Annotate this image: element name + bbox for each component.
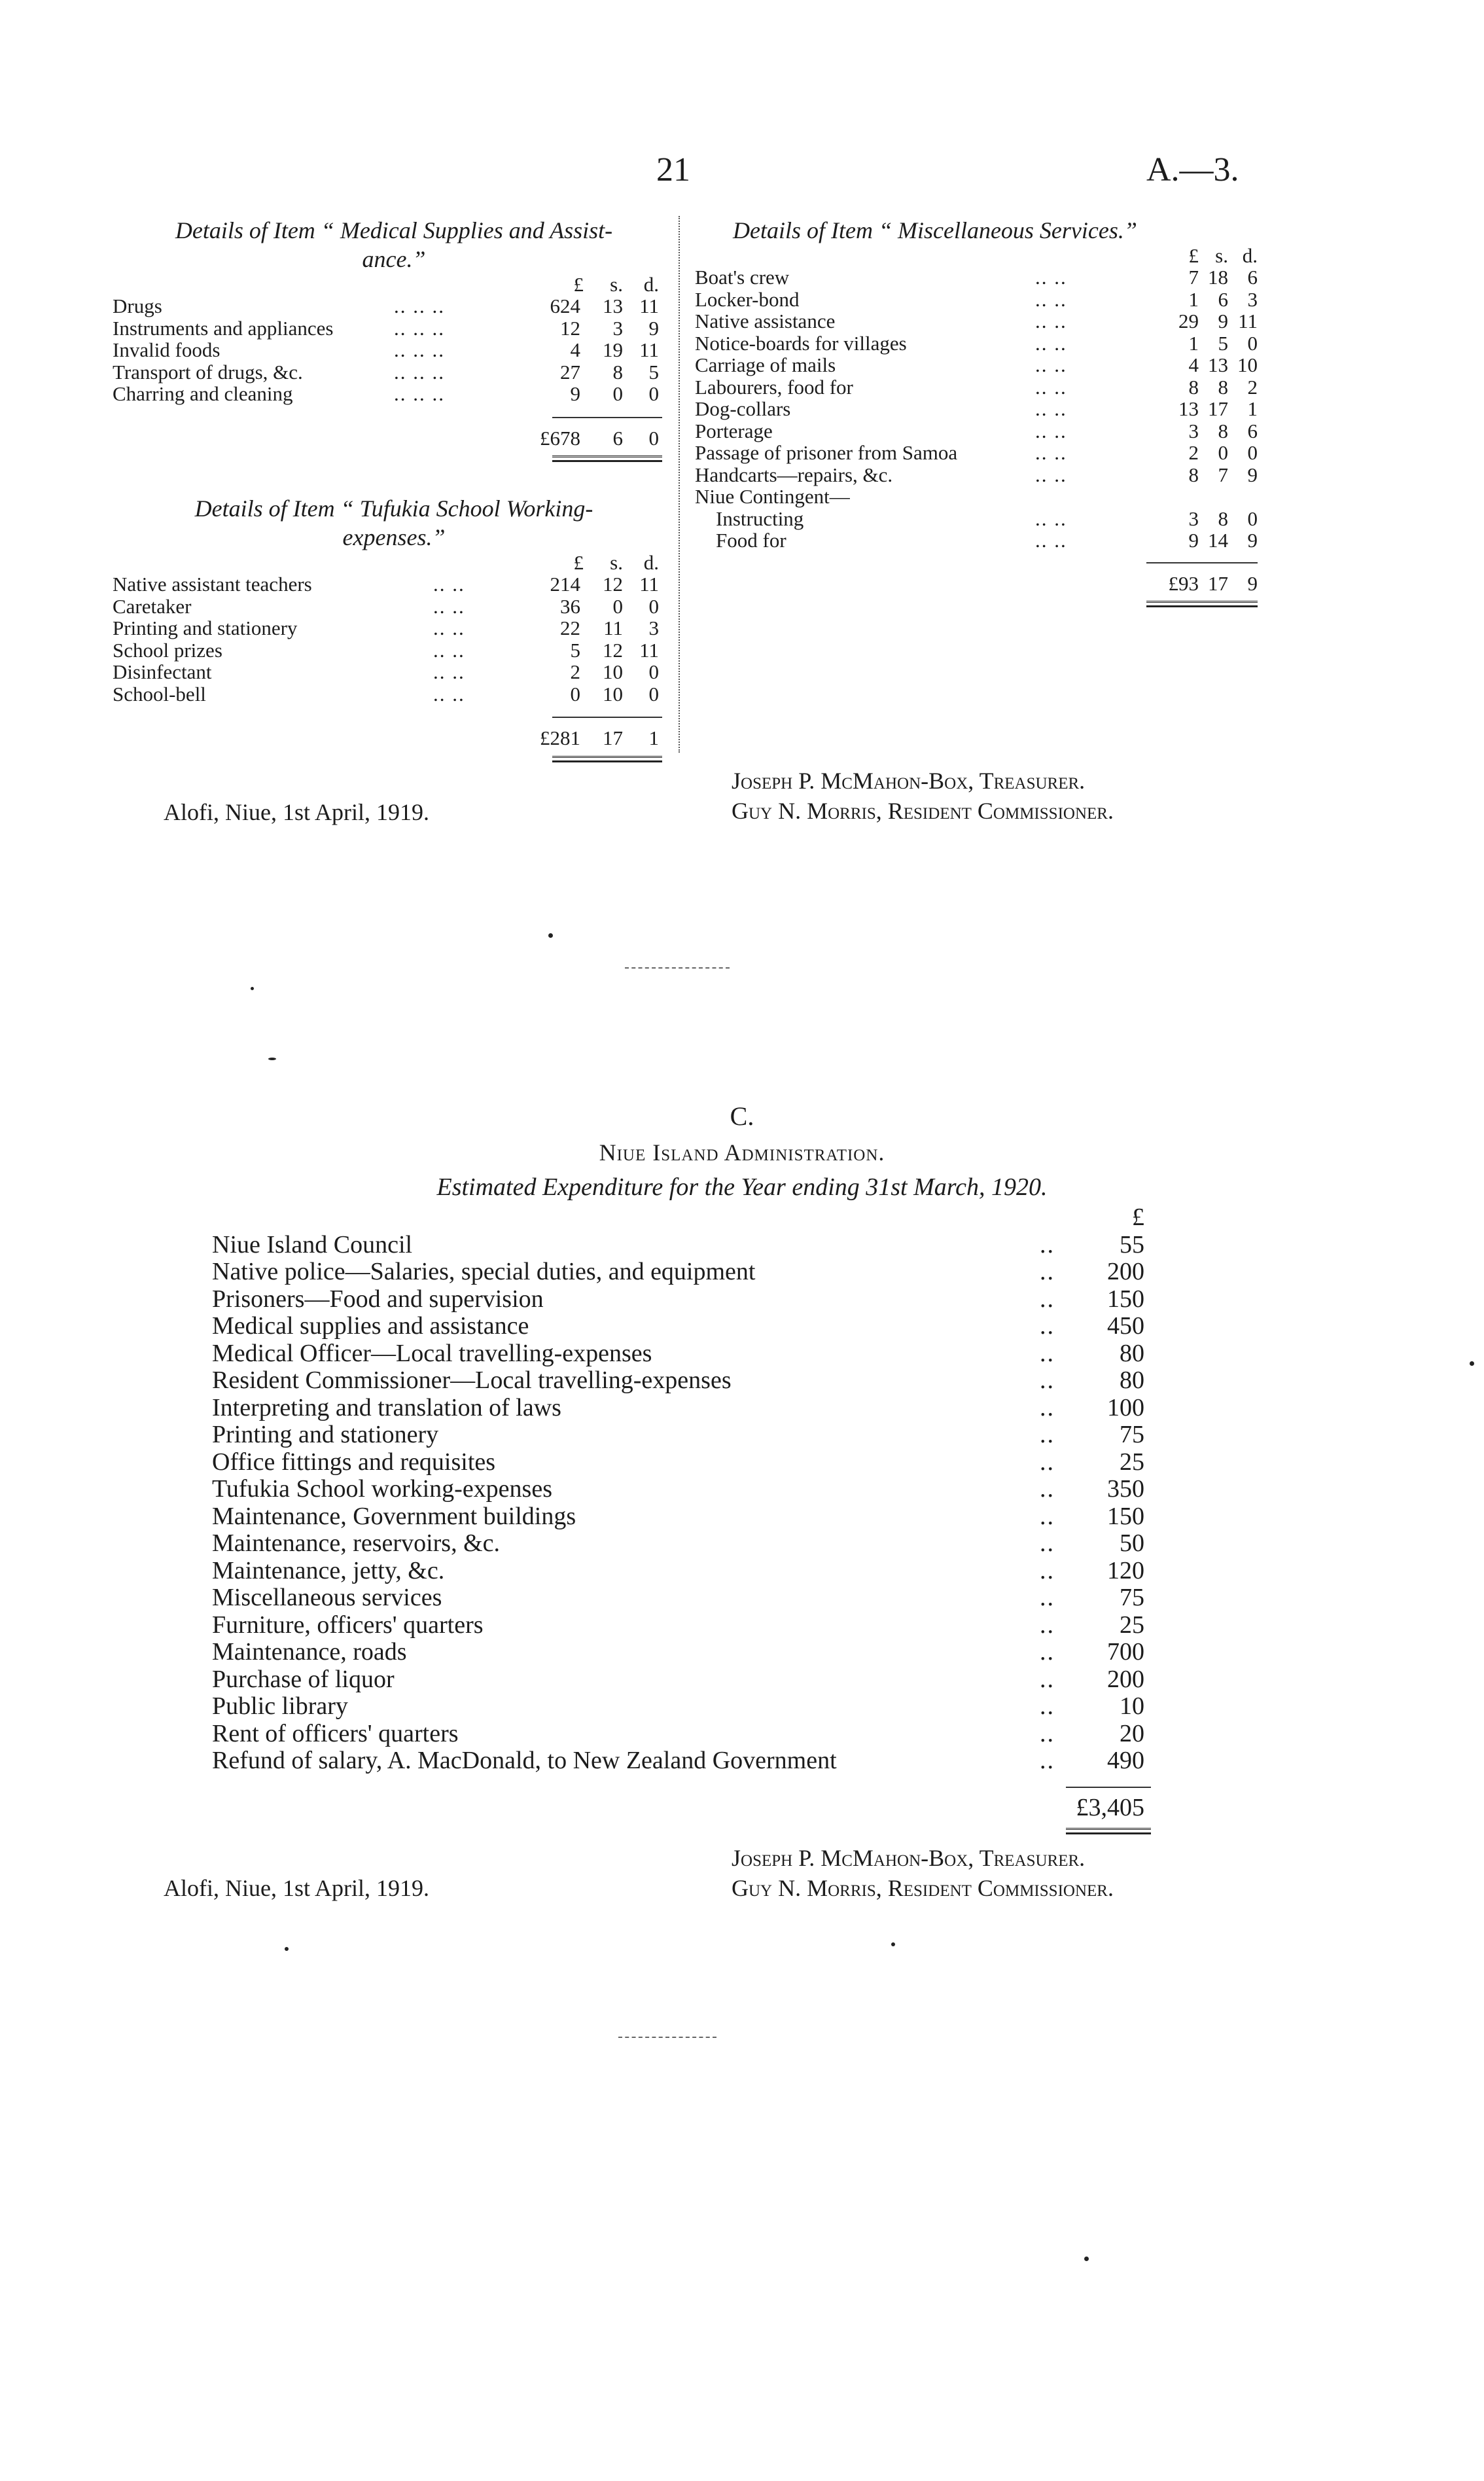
amount: 450 [1107,1312,1144,1340]
place-date: Alofi, Niue, 1st April, 1919. [164,799,429,825]
leader-dots: .. [1040,1421,1055,1448]
print-speck [891,1942,895,1946]
total-pence: 0 [648,426,659,450]
table-row [212,1313,1154,1340]
table-row [212,1693,1154,1721]
table-row [695,442,1258,464]
total-shillings: 17 [603,726,623,749]
leader-dots: .. .. [1035,441,1067,464]
table-row [212,1558,1154,1585]
amount: 55 [1120,1230,1144,1258]
table-row [695,508,1258,530]
separator [618,2037,716,2038]
leader-dots: .. .. .. [394,295,445,317]
amount-s: 10 [603,660,623,683]
leader-dots: .. [1040,1258,1055,1285]
amount: 10 [1120,1692,1144,1720]
amount-pound: 27 [560,360,580,384]
leader-dots: .. [1040,1584,1055,1611]
row-label: Printing and stationery [212,1421,439,1448]
row-label: School-bell [113,682,206,705]
table-row [212,1421,1154,1449]
medical-title-line1: Details of Item “ Medical Supplies and Assist- [175,217,613,243]
amount: 20 [1120,1719,1144,1747]
row-label: Food for [716,529,786,552]
leader-dots: .. .. [1035,529,1067,552]
row-label: Medical Officer—Local travelling-expenses [212,1339,652,1367]
col-pound: £ [1132,1204,1144,1231]
amount-d: 9 [648,316,659,340]
leader-dots: .. [1040,1285,1055,1313]
amount-pound: 3 [1188,507,1199,530]
table-row [212,1639,1154,1666]
row-label: Charring and cleaning [113,382,293,405]
document-reference: A.—3. [1146,151,1239,188]
row-label: Niue Contingent— [695,485,850,508]
table-row [212,1340,1154,1368]
table-row [212,1286,1154,1313]
total-shillings: 17 [1208,571,1228,595]
table-row [695,310,1258,332]
row-label: Handcarts—repairs, &c. [695,463,893,486]
amount-d: 2 [1247,375,1258,399]
leader-dots: .. .. [433,638,465,662]
double-rule [1146,601,1258,607]
total-pound: £678 [540,426,580,450]
col-pound: £ [1188,244,1199,267]
amount-d: 11 [639,638,659,662]
row-label: Niue Island Council [212,1230,413,1258]
amount-s: 19 [603,338,623,361]
amount-d: 3 [1247,287,1258,311]
tufukia-title-line2: expenses.” [342,524,446,550]
leader-dots: .. .. [433,660,465,683]
leader-dots: .. .. [1035,397,1067,420]
row-label: Dog-collars [695,397,791,420]
row-label: Resident Commissioner—Local travelling-expenses [212,1366,732,1394]
amount-s: 11 [603,616,623,639]
row-label: Tufukia School working-expenses [212,1475,552,1503]
column-divider [679,216,680,753]
table-row [695,332,1258,355]
amount: 700 [1107,1638,1144,1666]
amount-d: 0 [648,594,659,618]
medical-supplies-table [113,216,675,462]
medical-column-header [113,274,675,295]
amount-pound: 0 [570,682,580,705]
row-label: Passage of prisoner from Samoa [695,441,958,464]
table-row [695,420,1258,442]
amount-pound: 3 [1188,419,1199,442]
table-row [113,573,675,596]
table-row [212,1530,1154,1558]
amount-d: 1 [1247,397,1258,420]
amount-pound: 9 [570,382,580,405]
col-shillings: s. [1215,244,1228,267]
commissioner-signature: Guy N. Morris, Resident Commissioner. [732,798,1114,824]
row-label: Notice-boards for villages [695,331,907,355]
tufukia-title-line1: Details of Item “ Tufukia School Working- [194,495,593,522]
row-label: Purchase of liquor [212,1665,395,1693]
amount: 25 [1120,1611,1144,1639]
leader-dots: .. [1040,1719,1055,1747]
print-speck [548,933,553,938]
amount-pound: 9 [1188,529,1199,552]
amount-d: 6 [1247,419,1258,442]
amount: 75 [1120,1421,1144,1448]
treasurer-signature: Joseph P. McMahon-Box, Treasurer. [732,768,1086,794]
col-pound: £ [573,273,584,296]
amount: 200 [1107,1258,1144,1285]
leader-dots: .. [1040,1312,1055,1340]
total-pence: 1 [648,726,659,749]
double-rule [1066,1828,1151,1834]
leader-dots: .. [1040,1393,1055,1421]
row-label: Transport of drugs, &c. [113,360,303,384]
row-label: Public library [212,1692,348,1720]
col-shillings: s. [610,551,623,574]
row-label: Furniture, officers' quarters [212,1611,484,1639]
rule [552,417,662,418]
amount-d: 0 [1247,441,1258,464]
rule [552,717,662,718]
section-heading: Niue Island Administration. [599,1139,885,1166]
leader-dots: .. .. [1035,266,1067,289]
amount-s: 12 [603,638,623,662]
row-label: Porterage [695,419,773,442]
amount-d: 11 [639,573,659,596]
section-subheading: Estimated Expenditure for the Year ending 31st March, 1920. [436,1173,1048,1201]
row-label: Locker-bond [695,287,800,311]
table-row [212,1666,1154,1694]
amount-s: 8 [612,360,623,384]
leader-dots: .. .. [433,573,465,596]
print-speck [1470,1361,1474,1366]
amount-d: 11 [1238,310,1258,332]
amount-d: 3 [648,616,659,639]
leader-dots: .. .. .. [394,316,445,340]
amount-s: 0 [612,594,623,618]
row-label: Labourers, food for [695,375,853,399]
table-row [113,339,675,361]
leader-dots: .. .. [1035,353,1067,376]
table-row [212,1449,1154,1476]
row-label: Maintenance, Government buildings [212,1502,576,1530]
row-label: Carriage of mails [695,353,836,376]
amount-s: 14 [1208,529,1228,552]
table-row [113,317,675,340]
medical-rows [113,295,675,405]
amount-d: 11 [639,338,659,361]
col-pence: d. [643,273,659,296]
amount: 490 [1107,1747,1144,1774]
total-pence: 9 [1247,571,1258,595]
amount-s: 3 [612,316,623,340]
amount-s: 18 [1208,266,1228,289]
tufukia-total-row [113,727,675,749]
leader-dots: .. [1040,1638,1055,1666]
leader-dots: .. .. [1035,419,1067,442]
amount: 80 [1120,1339,1144,1367]
amount-s: 0 [1218,441,1228,464]
amount-d: 9 [1247,463,1258,486]
leader-dots: .. [1040,1556,1055,1584]
amount-d: 0 [1247,331,1258,355]
amount-s: 0 [612,382,623,405]
leader-dots: .. .. [1035,463,1067,486]
col-shillings: s. [610,273,623,296]
amount-d: 0 [648,682,659,705]
amount-s: 5 [1218,331,1228,355]
row-label: Drugs [113,295,162,317]
double-rule [552,756,662,762]
misc-column-header [695,245,1258,266]
row-label: Interpreting and translation of laws [212,1393,561,1421]
amount-d: 0 [1247,507,1258,530]
row-label: Native assistance [695,310,836,332]
col-pound: £ [573,551,584,574]
amount-pound: 624 [550,295,580,317]
table-row [113,295,675,317]
leader-dots: .. [1040,1692,1055,1720]
amount-s: 7 [1218,463,1228,486]
row-label: Maintenance, roads [212,1638,407,1666]
leader-dots: .. [1040,1366,1055,1394]
table-row [113,383,675,405]
row-label: School prizes [113,638,222,662]
leader-dots: .. [1040,1529,1055,1557]
row-label: Disinfectant [113,660,212,683]
amount-s: 8 [1218,507,1228,530]
total-pound: £281 [540,726,580,749]
amount-pound: 4 [1188,353,1199,376]
amount: 80 [1120,1366,1144,1394]
table-row [695,376,1258,399]
table-row [212,1395,1154,1422]
amount-pound: 2 [570,660,580,683]
amount: 120 [1107,1556,1144,1584]
row-label: Maintenance, jetty, &c. [212,1556,445,1584]
expenditure-total-row [212,1794,1154,1822]
leader-dots: .. [1040,1665,1055,1693]
table-row [113,661,675,683]
table-row [695,486,1258,508]
amount: 100 [1107,1393,1144,1421]
amount: 150 [1107,1285,1144,1313]
row-label: Maintenance, reservoirs, &c. [212,1529,500,1557]
leader-dots: .. [1040,1475,1055,1503]
table-row [695,266,1258,289]
amount-s: 10 [603,682,623,705]
total-pound: £93 [1168,571,1199,595]
amount-d: 11 [639,295,659,317]
row-label: Native police—Salaries, special duties, and equipment [212,1258,756,1285]
expenditure-total: £3,405 [1076,1793,1144,1821]
section-letter: C. [730,1101,754,1131]
leader-dots: .. .. [433,594,465,618]
table-row [695,354,1258,376]
amount-s: 17 [1208,397,1228,420]
amount-pound: 5 [570,638,580,662]
leader-dots: .. .. [1035,310,1067,332]
amount: 75 [1120,1584,1144,1611]
row-label: Rent of officers' quarters [212,1719,459,1747]
commissioner-signature: Guy N. Morris, Resident Commissioner. [732,1875,1114,1901]
amount-s: 6 [1218,287,1228,311]
treasurer-signature: Joseph P. McMahon-Box, Treasurer. [732,1845,1086,1871]
double-rule [552,455,662,462]
total-shillings: 6 [612,426,623,450]
amount-d: 5 [648,360,659,384]
col-pence: d. [643,551,659,574]
table-row [113,361,675,384]
row-label: Boat's crew [695,266,790,289]
table-row [212,1503,1154,1531]
medical-total-row [113,427,675,450]
row-label: Caretaker [113,594,192,618]
amount-d: 10 [1237,353,1258,376]
leader-dots: .. [1040,1747,1055,1774]
amount-pound: 7 [1188,266,1199,289]
table-row [212,1612,1154,1639]
amount-pound: 2 [1188,441,1199,464]
leader-dots: .. .. .. [394,338,445,361]
amount-d: 0 [648,660,659,683]
amount-pound: 214 [550,573,580,596]
row-label: Invalid foods [113,338,221,361]
table-row [212,1258,1154,1286]
leader-dots: .. [1040,1611,1055,1639]
table-row [212,1232,1154,1259]
misc-rows [695,266,1258,552]
tufukia-school-table [113,494,675,762]
table-row [113,683,675,705]
table-row [695,464,1258,486]
leader-dots: .. .. .. [394,382,445,405]
amount-pound: 22 [560,616,580,639]
table-row [113,617,675,639]
page-number: 21 [656,151,690,188]
amount-pound: 4 [570,338,580,361]
row-label: Miscellaneous services [212,1584,442,1611]
row-label: Refund of salary, A. MacDonald, to New Zealand Government [212,1747,837,1774]
table-row [113,596,675,618]
print-speck [251,987,254,990]
table-row [113,639,675,662]
rule [1146,562,1258,563]
print-speck [1084,2257,1089,2261]
table-row [212,1584,1154,1612]
amount-d: 9 [1247,529,1258,552]
amount-s: 8 [1218,419,1228,442]
rule [1066,1787,1151,1788]
amount-pound: 36 [560,594,580,618]
expenditure-column-header [212,1204,1154,1232]
amount-pound: 13 [1178,397,1199,420]
table-row [212,1747,1154,1775]
amount-s: 9 [1218,310,1228,332]
row-label: Instruments and appliances [113,316,334,340]
amount-d: 6 [1247,266,1258,289]
amount-pound: 8 [1188,375,1199,399]
leader-dots: .. .. [1035,331,1067,355]
amount-s: 12 [603,573,623,596]
leader-dots: .. .. [1035,507,1067,530]
tufukia-column-header [113,552,675,573]
leader-dots: .. [1040,1448,1055,1476]
place-date: Alofi, Niue, 1st April, 1919. [164,1875,429,1901]
table-row [212,1367,1154,1395]
leader-dots: .. .. .. [394,360,445,384]
amount-s: 8 [1218,375,1228,399]
leader-dots: .. .. [1035,287,1067,311]
row-label: Native assistant teachers [113,573,312,596]
amount: 200 [1107,1665,1144,1693]
leader-dots: .. [1040,1230,1055,1258]
amount-pound: 12 [560,316,580,340]
row-label: Instructing [716,507,804,530]
misc-services-table [695,216,1258,607]
separator [625,967,730,969]
amount-pound: 8 [1188,463,1199,486]
tufukia-rows [113,573,675,705]
leader-dots: .. .. [433,616,465,639]
amount-s: 13 [1208,353,1228,376]
amount-pound: 29 [1178,310,1199,332]
leader-dots: .. [1040,1339,1055,1367]
medical-title-line2: ance.” [362,246,426,272]
amount-pound: 1 [1188,331,1199,355]
expenditure-table [212,1204,1154,1834]
amount: 150 [1107,1502,1144,1530]
misc-total-row [695,573,1258,595]
row-label: Medical supplies and assistance [212,1312,529,1340]
amount-s: 13 [603,295,623,317]
misc-title: Details of Item “ Miscellaneous Services.” [733,217,1137,243]
row-label: Prisoners—Food and supervision [212,1285,544,1313]
leader-dots: .. .. [1035,375,1067,399]
leader-dots: .. [1040,1502,1055,1530]
print-speck [285,1947,289,1951]
leader-dots: .. .. [433,682,465,705]
amount-pound: 1 [1188,287,1199,311]
amount: 50 [1120,1529,1144,1557]
print-speck [268,1058,276,1060]
table-row [212,1721,1154,1748]
amount-d: 0 [648,382,659,405]
amount: 350 [1107,1475,1144,1503]
col-pence: d. [1242,244,1258,267]
table-row [212,1476,1154,1503]
table-row [695,398,1258,420]
amount: 25 [1120,1448,1144,1476]
row-label: Printing and stationery [113,616,298,639]
row-label: Office fittings and requisites [212,1448,496,1476]
table-row [695,529,1258,552]
table-row [695,289,1258,311]
expenditure-rows [212,1232,1154,1775]
